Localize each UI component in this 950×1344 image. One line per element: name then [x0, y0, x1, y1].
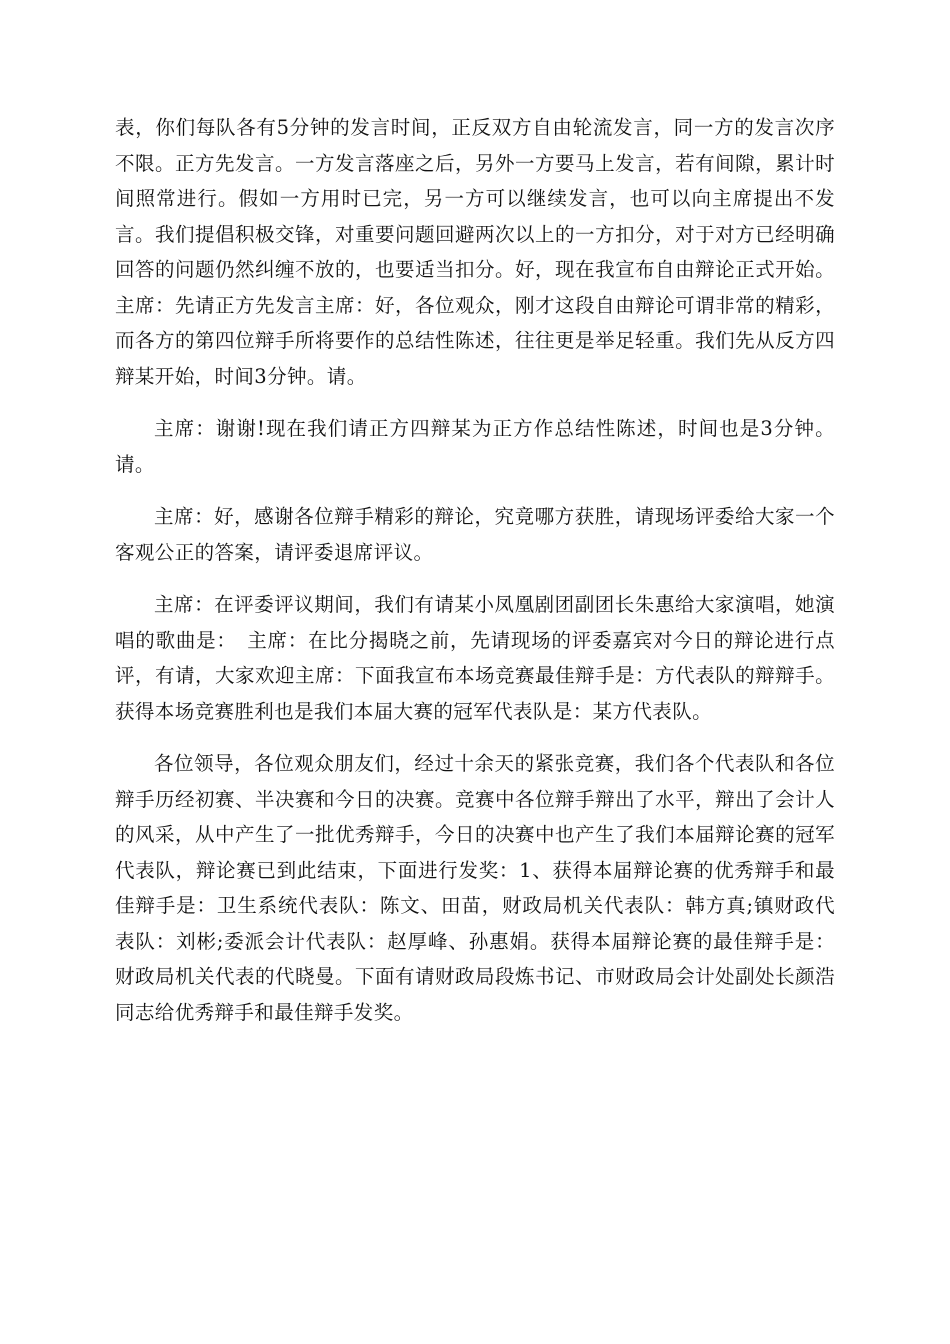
document-page	[115, 110, 835, 1047]
paragraph-performance-and-results: 主席：在评委评议期间，我们有请某小凤凰剧团副团长朱惠给大家演唱，她演唱的歌曲是： 主席：在比分揭晓之前，先请现场的评委嘉宾对今日的辩论进行点评，有请，大家欢迎主席：下面我宣布本场竞赛最佳辩手是：方代表队的辩辩手。获得本场竞赛胜利也是我们本届大赛的冠军代表队是：某方代表队。	[115, 593, 835, 723]
paragraph-judges-deliberation: 主席：好，感谢各位辩手精彩的辩论，究竟哪方获胜，请现场评委给大家一个客观公正的答案，请评委退席评议。	[115, 505, 835, 564]
paragraph-affirmative-summary: 主席：谢谢!现在我们请正方四辩某为正方作总结性陈述，时间也是3分钟。请。	[115, 417, 835, 476]
paragraph-free-debate-rules: 表，你们每队各有5分钟的发言时间，正反双方自由轮流发言，同一方的发言次序不限。正方先发言。一方发言落座之后，另外一方要马上发言，若有间隙，累计时间照常进行。假如一方用时已完，另一方可以继续发言，也可以向主席提出不发言。我们提倡积极交锋，对重要问题回避两次以上的一方扣分，对于对方已经明确回答的问题仍然纠缠不放的，也要适当扣分。好，现在我宣布自由辩论正式开始。主席：先请正方先发言主席：好，各位观众，刚才这段自由辩论可谓非常的精彩，而各方的第四位辩手所将要作的总结性陈述，往往更是举足轻重。我们先从反方四辩某开始，时间3分钟。请。	[115, 116, 835, 388]
paragraph-closing-awards: 各位领导，各位观众朋友们，经过十余天的紧张竞赛，我们各个代表队和各位辩手历经初赛、半决赛和今日的决赛。竞赛中各位辩手辩出了水平，辩出了会计人的风采，从中产生了一批优秀辩手，今日的决赛中也产生了我们本届辩论赛的冠军代表队，辩论赛已到此结束，下面进行发奖：1、获得本届辩论赛的优秀辩手和最佳辩手是：卫生系统代表队：陈文、田苗，财政局机关代表队：韩方真;镇财政代表队：刘彬;委派会计代表队：赵厚峰、孙惠娟。获得本届辩论赛的最佳辩手是：财政局机关代表的代晓曼。下面有请财政局段炼书记、市财政局会计处副处长颜浩同志给优秀辩手和最佳辩手发奖。	[115, 752, 835, 1024]
